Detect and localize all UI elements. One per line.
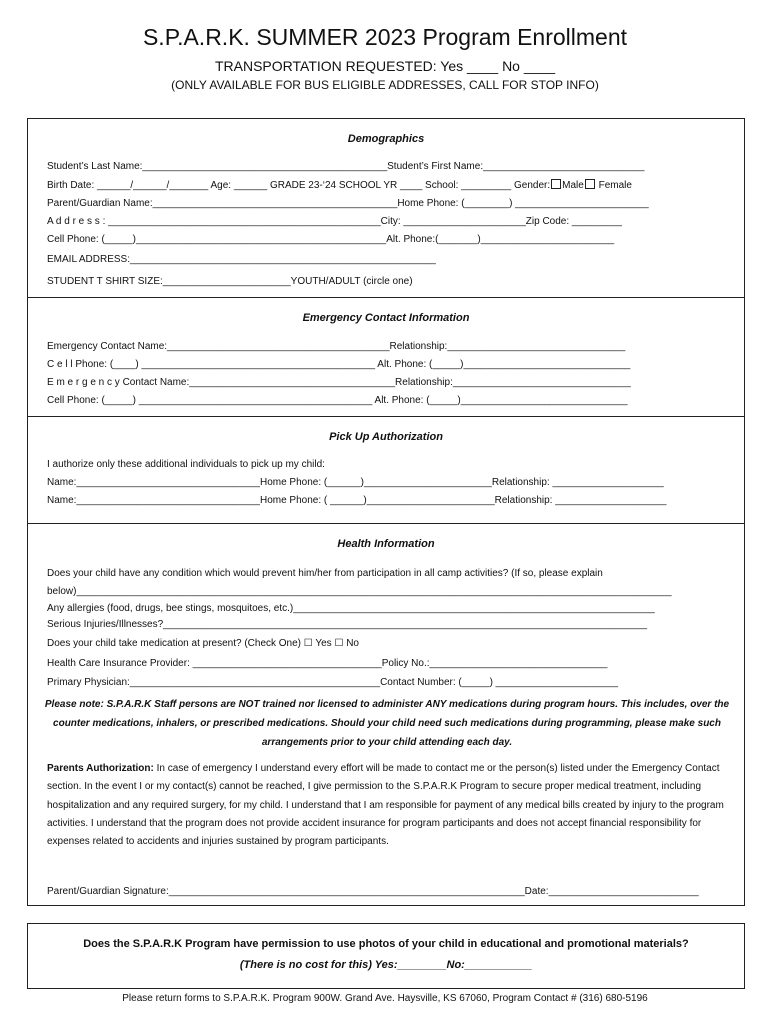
pickup-person-1-line[interactable]: Name:_________________________________Home Phone: (______)_______________________Relationship: ____________________ bbox=[47, 477, 664, 488]
health-information-section bbox=[27, 523, 745, 906]
health-heading: Health Information bbox=[337, 538, 435, 550]
pickup-person-2-line[interactable]: Name:_________________________________Home Phone: ( ______)_______________________Relationship: ____________________ bbox=[47, 495, 667, 506]
transportation-line: TRANSPORTATION REQUESTED: Yes ____ No ____ bbox=[214, 58, 556, 74]
signature-line[interactable]: Parent/Guardian Signature:________________________________________________________________Date:___________________________ bbox=[47, 886, 699, 897]
medication-question[interactable]: Does your child take medication at present? (Check One) ☐ Yes ☐ No bbox=[47, 638, 359, 649]
student-name-line[interactable]: Student’s Last Name:____________________________________________Student’s First Name:_____________________________ bbox=[47, 161, 645, 172]
birth-date-text: Birth Date: ______/______/_______ Age: ______ GRADE 23-‘24 SCHOOL YR ____ School: _________ Gender: bbox=[47, 180, 551, 191]
parent-guardian-line[interactable]: Parent/Guardian Name:____________________________________________Home Phone: (________) ________________________ bbox=[47, 198, 649, 209]
female-checkbox[interactable] bbox=[585, 179, 595, 189]
authorization-text: In case of emergency I understand every effort will be made to contact me or the person(s) listed under the Emergency Contact section. In the event I or my contact(s) cannot be reached, I give permission to the S.P.A.R.K Program to secure proper medical treatment, including hospitalization and any required surgery, for my child. I understand that I am responsible for payment of any medical bills created by injury to the program activities. I understand that the program does not provide accident insurance for program participants and does not accept financial responsibility for expenses related to accidents and injuries sustained by program participants. bbox=[47, 763, 724, 848]
photo-permission-answer[interactable]: (There is no cost for this) Yes:________No:___________ bbox=[239, 959, 533, 971]
male-label: Male bbox=[562, 180, 584, 191]
photo-permission-section bbox=[27, 923, 745, 989]
return-instructions: Please return forms to S.P.A.R.K. Program 900W. Grand Ave. Haysville, KS 67060, Program Contact # (316) 680-5196 bbox=[122, 993, 648, 1004]
emergency-phone-1-line[interactable]: C e l l Phone: (____) __________________________________________ Alt. Phone: (_____)______________________________ bbox=[47, 359, 631, 370]
emergency-contact-1-line[interactable]: Emergency Contact Name:________________________________________Relationship:________________________________ bbox=[47, 341, 626, 352]
condition-answer-line[interactable]: below)___________________________________________________________________________________________________________ bbox=[47, 586, 672, 597]
medication-note: Please note: S.P.A.R.K Staff persons are NOT trained nor licensed to administer ANY medications during program hours. This includes, over the counter medications, inhalers, or prescribed medications. Should your child need such medications during programming, please make such arrangements prior to your child attending each day. bbox=[44, 699, 730, 748]
insurance-line[interactable]: Health Care Insurance Provider: __________________________________Policy No.:________________________________ bbox=[47, 658, 608, 669]
cell-phone-line[interactable]: Cell Phone: (_____)_____________________________________________Alt. Phone:(_______)________________________ bbox=[47, 234, 615, 245]
demographics-section bbox=[27, 118, 745, 298]
authorization-label: Parents Authorization: bbox=[47, 763, 154, 774]
emergency-phone-2-line[interactable]: Cell Phone: (_____) __________________________________________ Alt. Phone: (_____)______________________________ bbox=[47, 395, 628, 406]
emergency-contact-section bbox=[27, 297, 745, 417]
physician-line[interactable]: Primary Physician:_____________________________________________Contact Number: (_____) ______________________ bbox=[47, 677, 619, 688]
male-checkbox[interactable] bbox=[551, 179, 561, 189]
emergency-contact-2-line[interactable]: E m e r g e n c y Contact Name:_____________________________________Relationship:________________________________ bbox=[47, 377, 631, 388]
address-line[interactable]: A d d r e s s : _________________________________________________City: ______________________Zip Code: _________ bbox=[47, 216, 622, 227]
form-title: S.P.A.R.K. SUMMER 2023 Program Enrollment bbox=[142, 24, 628, 50]
demographics-heading: Demographics bbox=[347, 133, 425, 145]
tshirt-size-line[interactable]: STUDENT T SHIRT SIZE:_______________________YOUTH/ADULT (circle one) bbox=[47, 276, 413, 287]
email-line[interactable]: EMAIL ADDRESS:_______________________________________________________ bbox=[47, 254, 436, 265]
pickup-intro: I authorize only these additional individuals to pick up my child: bbox=[47, 459, 325, 470]
allergies-line[interactable]: Any allergies (food, drugs, bee stings, mosquitoes, etc.)_________________________________________________________________ bbox=[47, 603, 655, 614]
parents-authorization bbox=[47, 760, 727, 851]
injuries-line[interactable]: Serious Injuries/Illnesses?_______________________________________________________________________________________ bbox=[47, 619, 648, 630]
birth-date-line[interactable] bbox=[47, 179, 632, 191]
emergency-heading: Emergency Contact Information bbox=[302, 312, 470, 324]
transportation-note: (ONLY AVAILABLE FOR BUS ELIGIBLE ADDRESSES, CALL FOR STOP INFO) bbox=[171, 78, 599, 92]
condition-question: Does your child have any condition which would prevent him/her from participation in all camp activities? (If so, please explain bbox=[47, 568, 603, 579]
photo-permission-question: Does the S.P.A.R.K Program have permission to use photos of your child in educational and promotional materials? bbox=[83, 938, 689, 950]
pickup-authorization-section bbox=[27, 416, 745, 524]
pickup-heading: Pick Up Authorization bbox=[329, 431, 443, 443]
female-label: Female bbox=[595, 180, 632, 191]
